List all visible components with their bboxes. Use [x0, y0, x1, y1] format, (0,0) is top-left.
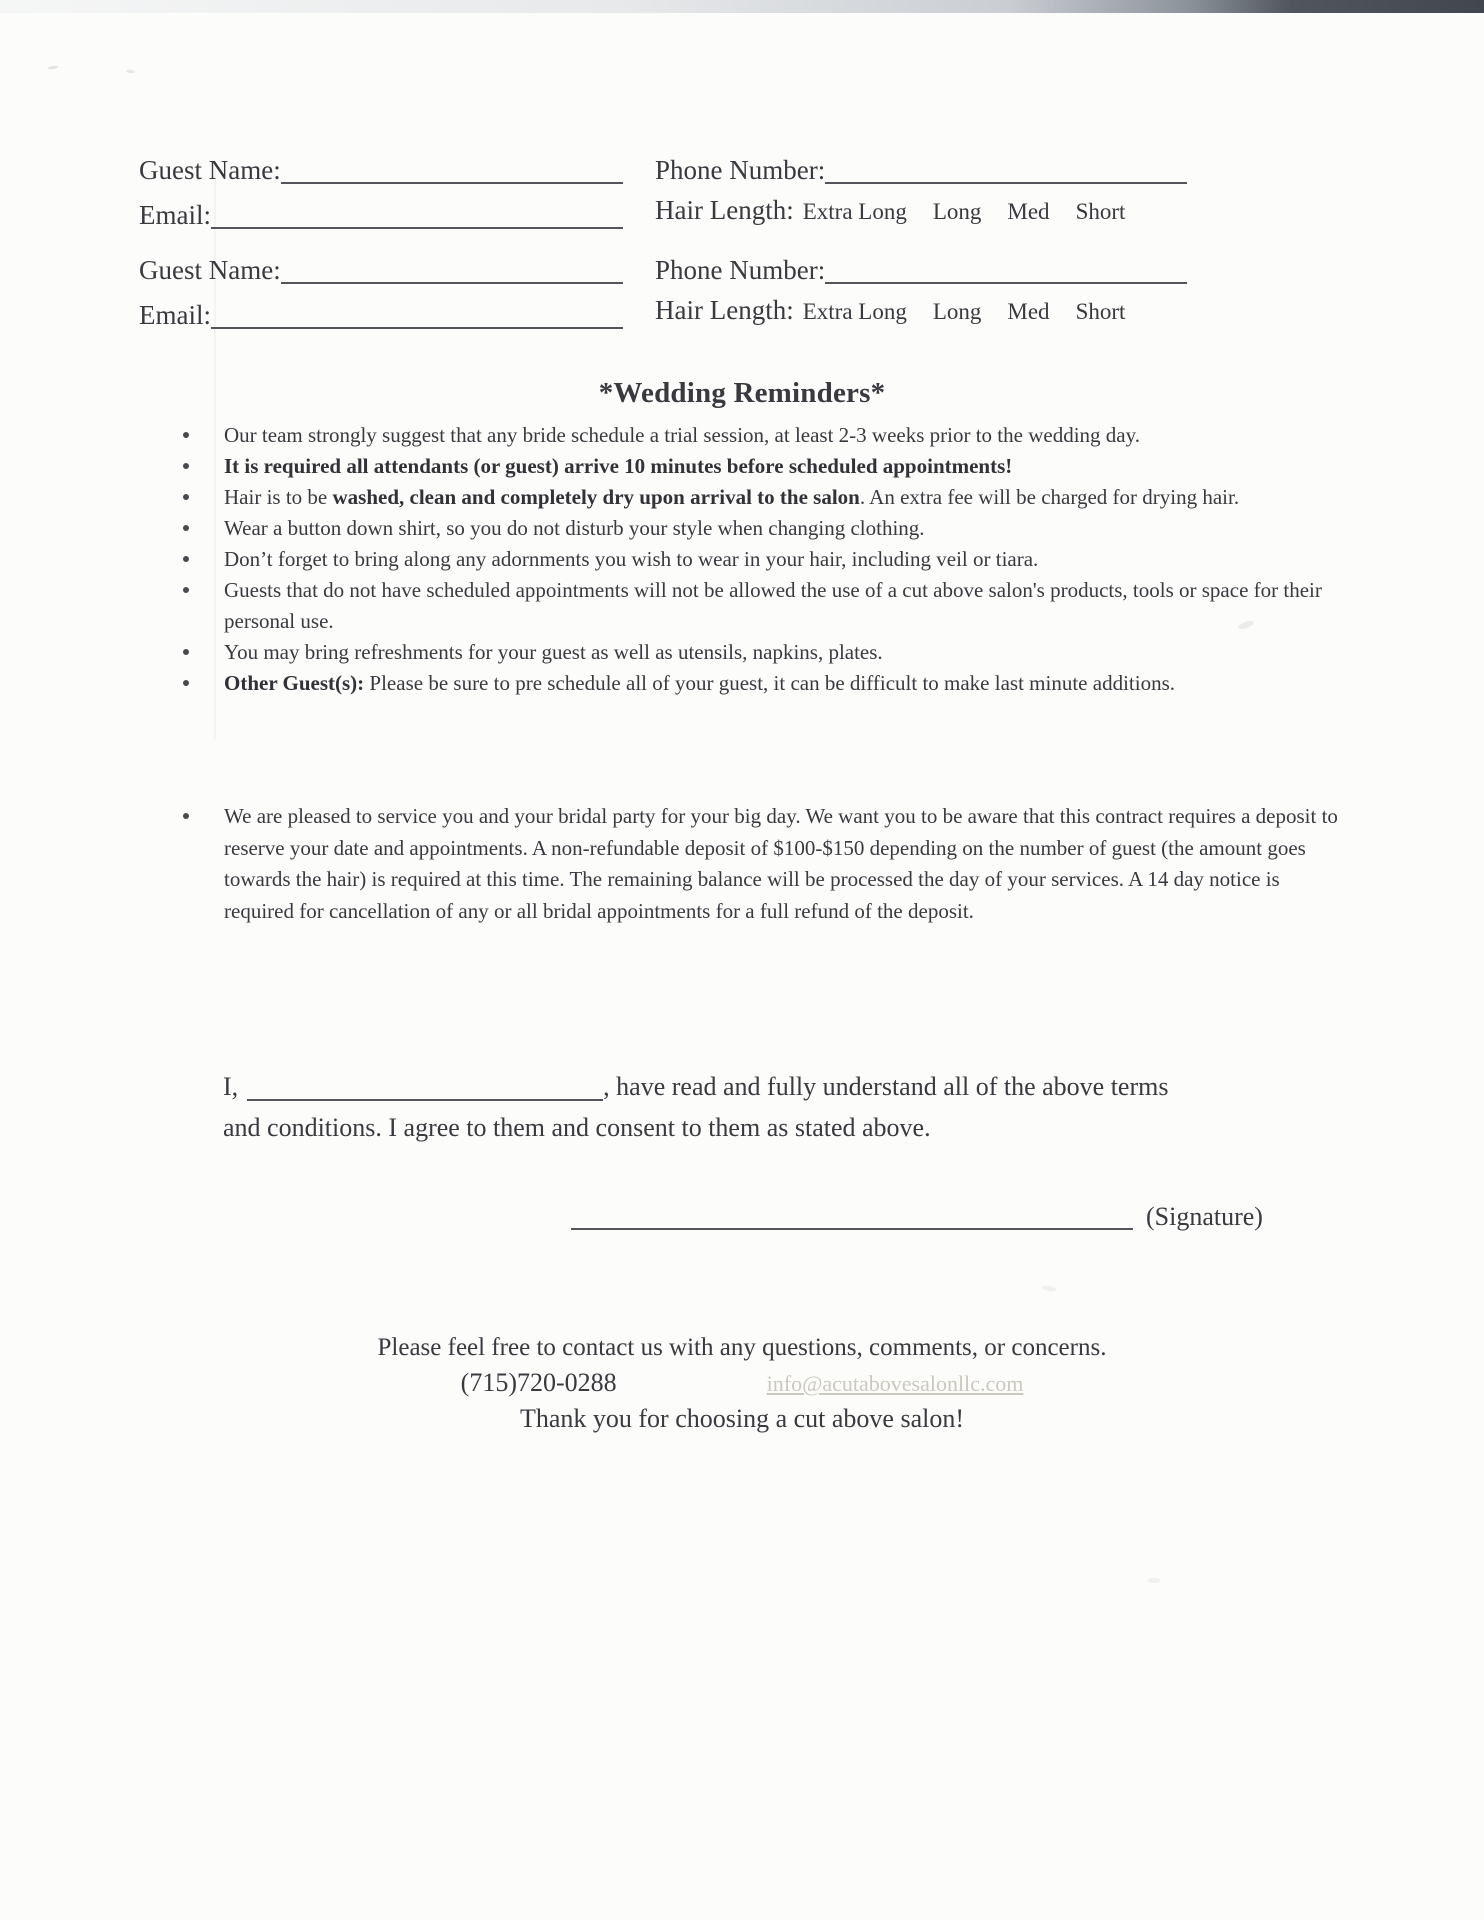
text-run: Don’t forget to bring along any adornments you wish to wear in your hair, including veil or tiara.: [224, 547, 1039, 571]
hair-option-long: Long: [932, 299, 982, 324]
hair-length-label: Hair Length:: [655, 195, 794, 225]
phone-label: Phone Number:: [655, 155, 826, 185]
guest-row: [139, 193, 1187, 232]
bullet-icon: [183, 494, 189, 500]
reminder-item-5: [181, 544, 1331, 575]
contact-message: Please feel free to contact us with any questions, comments, or concerns.: [377, 1334, 1107, 1361]
hair-length-field: [655, 293, 1187, 332]
reminder-text: [224, 640, 883, 664]
bullet-icon: [183, 525, 189, 531]
reminder-text: [224, 423, 1140, 447]
reminder-text: [224, 547, 1038, 571]
text-run: Guests that do not have scheduled appointments will not be allowed the use of a cut above salon's products, tools or space for their personal use.: [224, 578, 1322, 633]
email-link: info@acutabovesalonllc.com: [766, 1371, 1024, 1396]
phone-number: (715)720-0288: [460, 1368, 617, 1397]
hair-option-extra-long: Extra Long: [802, 299, 907, 324]
scan-artifact: [1042, 1285, 1057, 1292]
hair-length-options: [794, 195, 1126, 232]
reminder-text: [224, 516, 925, 540]
text-run: Please be sure to pre schedule all of your guest, it can be difficult to make last minute additions.: [369, 671, 1175, 695]
contact-line: [0, 1365, 1484, 1401]
text-run: Our team strongly suggest that any bride schedule a trial session, at least 2-3 weeks prior to the wedding day.: [224, 423, 1140, 447]
phone-blank: [825, 282, 1187, 284]
bold-text: washed, clean and completely dry upon arrival to the salon: [332, 485, 860, 509]
wedding-reminders-heading: *Wedding Reminders*: [598, 377, 886, 409]
bold-text: It is required all attendants (or guest) arrive 10 minutes before scheduled appointments!: [224, 454, 1013, 478]
guest-name-label: Guest Name:: [139, 155, 281, 185]
contact-block: [0, 1330, 1484, 1437]
bullet-icon: [183, 432, 189, 438]
consent-after-blank: , have read and fully understand all of the above terms: [603, 1072, 1169, 1101]
reminder-item-3: [181, 482, 1331, 513]
guest-name-blank: [281, 282, 623, 284]
guest-info-block-1: [139, 153, 1187, 238]
reminder-item-2: [181, 451, 1331, 482]
hair-length-field: [655, 193, 1187, 232]
guest-row: [139, 253, 1187, 287]
reminder-text: [224, 485, 1239, 509]
bullet-icon: [183, 556, 189, 562]
hair-option-extra-long: Extra Long: [802, 199, 907, 224]
phone-label: Phone Number:: [655, 255, 826, 285]
reminder-item-8: [181, 668, 1331, 699]
hair-option-short: Short: [1075, 299, 1126, 324]
email-blank: [211, 227, 623, 229]
consent-statement: [223, 1066, 1343, 1148]
hair-length-label: Hair Length:: [655, 295, 794, 325]
deposit-notice: [181, 801, 1349, 927]
hair-option-long: Long: [932, 199, 982, 224]
hair-length-options: [794, 295, 1126, 332]
email-label: Email:: [139, 300, 211, 330]
bold-text: Other Guest(s):: [224, 671, 370, 695]
deposit-text: [224, 804, 1338, 923]
guest-name-label: Guest Name:: [139, 255, 281, 285]
reminder-text: [224, 454, 1012, 478]
text-run: . An extra fee will be charged for drying hair.: [859, 485, 1240, 509]
scan-artifact: [1148, 1578, 1160, 1583]
guest-row: [139, 153, 1187, 187]
scan-edge-artifact: [0, 0, 1484, 13]
bullet-icon: [183, 680, 189, 686]
phone-field: [655, 153, 1187, 187]
reminder-item-6: [181, 575, 1331, 637]
reminder-text: [224, 671, 1175, 695]
phone-field: [655, 253, 1187, 287]
consent-line2: and conditions. I agree to them and consent to them as stated above.: [223, 1113, 931, 1142]
reminder-item-1: [181, 420, 1331, 451]
consent-lead: I,: [223, 1072, 239, 1101]
bullet-icon: [183, 813, 189, 819]
name-blank: [247, 1099, 603, 1101]
hair-option-med: Med: [1007, 299, 1050, 324]
signature-blank: [571, 1228, 1133, 1230]
signature-label: (Signature): [1146, 1202, 1263, 1231]
guest-name-blank: [281, 182, 623, 184]
bullet-icon: [183, 649, 189, 655]
scan-artifact: [48, 65, 58, 69]
hair-option-med: Med: [1007, 199, 1050, 224]
text-run: You may bring refreshments for your guest as well as utensils, napkins, plates.: [224, 640, 883, 664]
text-run: We are pleased to service you and your bridal party for your big day. We want you to be aware that this contract requires a deposit to reserve your date and appointments. A non-refundable deposit of $100-$150 depending on the number of guest (the amount goes towards the hair) is required at this time. The remaining balance will be processed the day of your services. A 14 day notice is required for cancellation of any or all bridal appointments for a full refund of the deposit.: [224, 804, 1338, 923]
reminders-list: [181, 420, 1331, 699]
reminder-item-4: [181, 513, 1331, 544]
email-blank: [211, 327, 623, 329]
guest-name-field: [139, 153, 623, 187]
phone-blank: [825, 182, 1187, 184]
thank-you-message: Thank you for choosing a cut above salon!: [519, 1404, 965, 1433]
text-run: Hair is to be: [224, 485, 333, 509]
guest-name-field: [139, 253, 623, 287]
bullet-icon: [183, 463, 189, 469]
email-field: [139, 193, 623, 232]
reminder-text: [224, 578, 1322, 633]
bullet-icon: [183, 587, 189, 593]
email-field: [139, 293, 623, 332]
hair-option-short: Short: [1075, 199, 1126, 224]
guest-info-block-2: [139, 253, 1187, 338]
reminder-item-7: [181, 637, 1331, 668]
guest-row: [139, 293, 1187, 332]
scan-artifact: [126, 70, 135, 74]
text-run: Wear a button down shirt, so you do not disturb your style when changing clothing.: [224, 516, 925, 540]
email-label: Email:: [139, 200, 211, 230]
